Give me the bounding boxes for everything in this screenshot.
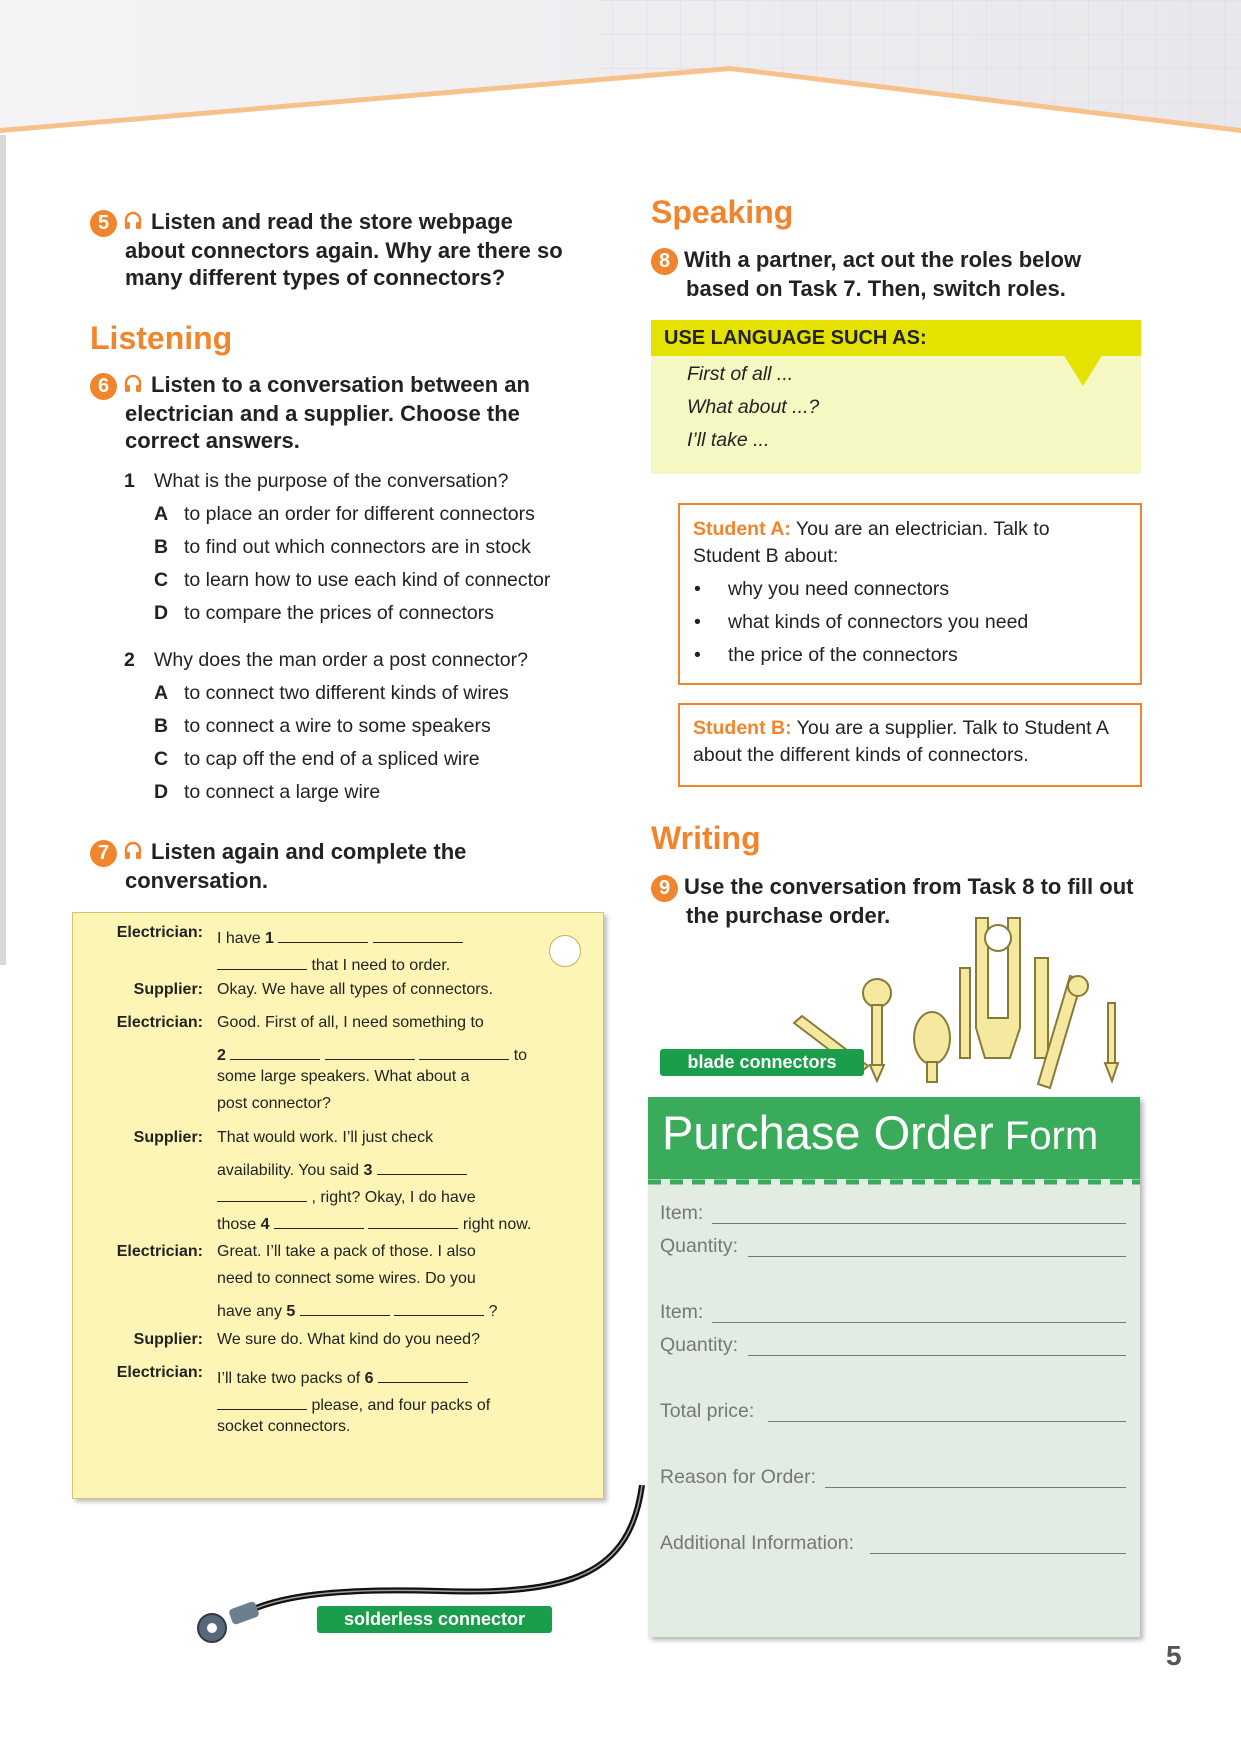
question-number: 1 [124, 470, 135, 492]
option-letter: D [154, 781, 169, 803]
conversation-line [217, 951, 450, 975]
student-b-label: Student B: [693, 717, 792, 739]
answer-option[interactable] [124, 498, 624, 531]
speaker-label: Electrician: [116, 924, 203, 941]
conversation-line [217, 1156, 467, 1180]
task-instruction: Listen and read the store webpage [151, 209, 513, 234]
punch-hole [549, 935, 581, 967]
option-text: to learn how to use each kind of connector [184, 569, 551, 591]
question-number: 2 [124, 649, 135, 671]
po-total-label: Total price: [660, 1400, 755, 1422]
blank-number: 5 [286, 1303, 296, 1320]
question-2 [124, 644, 624, 809]
conversation-line [217, 924, 463, 948]
conversation-line: socket connectors. [217, 1418, 351, 1435]
answer-blank[interactable] [230, 1041, 320, 1060]
conversation-line [217, 1210, 531, 1234]
task-7 [90, 838, 630, 894]
bullet-icon: • [694, 578, 701, 600]
po-reason-field[interactable] [825, 1486, 1126, 1488]
line-text: right now. [458, 1216, 532, 1233]
conversation-line: need to connect some wires. Do you [217, 1270, 476, 1287]
question-1 [124, 465, 624, 630]
title-main: Purchase Order [662, 1106, 994, 1159]
role-text: about the different kinds of connectors. [693, 744, 1029, 766]
conversation-line [217, 1391, 490, 1415]
option-text: to compare the prices of connectors [184, 602, 494, 624]
option-letter: A [154, 503, 169, 525]
question-text: What is the purpose of the conversation? [154, 470, 509, 492]
option-letter: B [154, 715, 169, 737]
bullet-text: the price of the connectors [728, 644, 958, 666]
line-text: those [217, 1216, 261, 1233]
blade-connectors-tag: blade connectors [660, 1049, 864, 1076]
task-instruction: many different types of connectors? [125, 264, 506, 290]
role-text: You are a supplier. Talk to Student A [791, 717, 1109, 739]
answer-option[interactable] [124, 710, 624, 743]
headphones-icon [123, 373, 143, 400]
page-number: 5 [1166, 1640, 1182, 1671]
speaker-label: Supplier: [133, 1331, 203, 1348]
speaker-label: Electrician: [116, 1243, 203, 1260]
task-instruction: electrician and a supplier. Choose the [125, 400, 520, 426]
solderless-connector-tag: solderless connector [317, 1606, 552, 1633]
speaker-label: Supplier: [133, 981, 203, 998]
task-instruction: Use the conversation from Task 8 to fill out [684, 874, 1134, 899]
po-quantity-field-2[interactable] [748, 1354, 1126, 1356]
answer-blank[interactable] [377, 1156, 467, 1175]
student-b-box [678, 703, 1142, 787]
headphones-icon [123, 840, 143, 867]
headphones-icon [123, 210, 143, 237]
option-letter: A [154, 682, 169, 704]
speech-pointer [1063, 354, 1103, 386]
po-item-label-1: Item: [660, 1202, 704, 1224]
po-quantity-field-1[interactable] [748, 1255, 1126, 1257]
answer-blank[interactable] [394, 1297, 484, 1316]
purchase-order-header [648, 1097, 1140, 1179]
po-item-field-1[interactable] [712, 1222, 1126, 1224]
speaker-label: Electrician: [116, 1364, 203, 1381]
speaker-label: Supplier: [133, 1129, 203, 1146]
perforation-line [648, 1178, 1140, 1186]
bullet-icon: • [694, 644, 701, 666]
header-decoration [0, 0, 1241, 140]
conversation-line: Great. I’ll take a pack of those. I also [217, 1243, 476, 1260]
option-letter: B [154, 536, 169, 558]
line-text: , right? Okay, I do have [307, 1189, 476, 1206]
answer-blank[interactable] [368, 1210, 458, 1229]
conversation-line: We sure do. What kind do you need? [217, 1331, 480, 1348]
role-text: You are an electrician. Talk to [790, 518, 1050, 540]
task-instruction: the purchase order. [686, 902, 891, 928]
task-instruction: With a partner, act out the roles below [684, 247, 1082, 272]
option-text: to place an order for different connectors [184, 503, 535, 525]
title-suffix: Form [993, 1114, 1099, 1158]
po-total-field[interactable] [768, 1420, 1126, 1422]
task-instruction: based on Task 7. Then, switch roles. [686, 275, 1066, 301]
task-instruction: about connectors again. Why are there so [125, 237, 563, 263]
line-text: I have [217, 930, 266, 947]
answer-option[interactable] [124, 564, 624, 597]
conversation-line [217, 1297, 498, 1321]
blank-number: 4 [260, 1216, 270, 1233]
speaker-label: Electrician: [116, 1014, 203, 1031]
conversation-line [217, 1041, 527, 1065]
task-number-badge: 9 [651, 875, 678, 902]
option-text: to connect a large wire [184, 781, 381, 803]
task-instruction: correct answers. [125, 427, 300, 453]
line-text: ? [484, 1303, 498, 1320]
line-text: to [509, 1047, 528, 1064]
section-title-listening: Listening [90, 320, 233, 356]
answer-blank[interactable] [274, 1210, 364, 1229]
po-reason-label: Reason for Order: [660, 1466, 817, 1488]
left-edge-strip [0, 135, 6, 965]
task-5 [90, 208, 630, 291]
use-language-item: What about ...? [687, 396, 820, 418]
line-text: availability. You said [217, 1162, 364, 1179]
option-letter: D [154, 602, 169, 624]
answer-blank[interactable] [278, 924, 368, 943]
answer-option[interactable] [124, 743, 624, 776]
conversation-line: Okay. We have all types of connectors. [217, 981, 493, 998]
conversation-line [217, 1364, 468, 1388]
answer-blank[interactable] [217, 1183, 307, 1202]
conversation-line: That would work. I’ll just check [217, 1129, 434, 1146]
option-text: to connect two different kinds of wires [184, 682, 509, 704]
option-text: to connect a wire to some speakers [184, 715, 491, 737]
section-title-writing: Writing [651, 820, 761, 856]
task-instruction: conversation. [125, 867, 269, 893]
answer-option[interactable] [124, 776, 624, 809]
conversation-line: post connector? [217, 1095, 331, 1112]
bullet-icon: • [694, 611, 701, 633]
answer-blank[interactable] [373, 924, 463, 943]
task-instruction: Listen to a conversation between an [151, 372, 530, 397]
bullet-text: why you need connectors [728, 578, 950, 600]
po-quantity-label-1: Quantity: [660, 1235, 739, 1257]
line-text: please, and four packs of [311, 1397, 491, 1414]
use-language-box [651, 320, 1141, 474]
po-item-field-2[interactable] [712, 1321, 1126, 1323]
role-text: Student B about: [693, 545, 839, 567]
answer-blank[interactable] [217, 1391, 307, 1410]
po-additional-label: Additional Information: [660, 1532, 855, 1554]
purchase-order-form [648, 1097, 1140, 1637]
task-number-badge: 5 [90, 210, 117, 237]
conversation-line: Good. First of all, I need something to [217, 1014, 484, 1031]
answer-option[interactable] [124, 597, 624, 630]
blank-number: 2 [217, 1047, 226, 1064]
blank-number: 3 [363, 1162, 373, 1179]
use-language-item: I’ll take ... [687, 429, 770, 451]
option-letter: C [154, 569, 169, 591]
option-text: to cap off the end of a spliced wire [184, 748, 480, 770]
po-quantity-label-2: Quantity: [660, 1334, 739, 1356]
student-a-label: Student A: [693, 518, 791, 540]
task-number-badge: 6 [90, 373, 117, 400]
answer-option[interactable] [124, 677, 624, 710]
blank-number: 6 [364, 1370, 374, 1387]
task-number-badge: 8 [651, 248, 678, 275]
question-text: Why does the man order a post connector? [154, 649, 528, 671]
bullet-text: what kinds of connectors you need [728, 611, 1029, 633]
answer-blank[interactable] [300, 1297, 390, 1316]
student-a-box [678, 503, 1142, 685]
task-6 [90, 371, 630, 454]
section-title-speaking: Speaking [651, 194, 794, 230]
answer-option[interactable] [124, 531, 624, 564]
po-item-label-2: Item: [660, 1301, 704, 1323]
po-additional-field[interactable] [870, 1552, 1126, 1554]
answer-blank[interactable] [217, 951, 307, 970]
answer-blank[interactable] [419, 1041, 509, 1060]
task-number-badge: 7 [90, 840, 117, 867]
line-text: have any [217, 1303, 287, 1320]
use-language-heading: USE LANGUAGE SUCH AS: [651, 320, 1141, 356]
line-text: that I need to order. [307, 957, 451, 974]
answer-blank[interactable] [378, 1364, 468, 1383]
option-text: to find out which connectors are in stock [184, 536, 531, 558]
conversation-line [217, 1183, 476, 1207]
purchase-order-title [662, 1105, 1098, 1160]
student-b-intro [693, 715, 1109, 742]
option-letter: C [154, 748, 169, 770]
use-language-item: First of all ... [687, 363, 794, 385]
line-text: I’ll take two packs of [217, 1370, 365, 1387]
conversation-line: some large speakers. What about a [217, 1068, 470, 1085]
task-8 [651, 246, 1171, 302]
answer-blank[interactable] [325, 1041, 415, 1060]
student-a-intro [693, 516, 1050, 543]
blank-number: 1 [265, 930, 274, 947]
conversation-card [72, 912, 604, 1499]
task-instruction: Listen again and complete the [151, 839, 467, 864]
